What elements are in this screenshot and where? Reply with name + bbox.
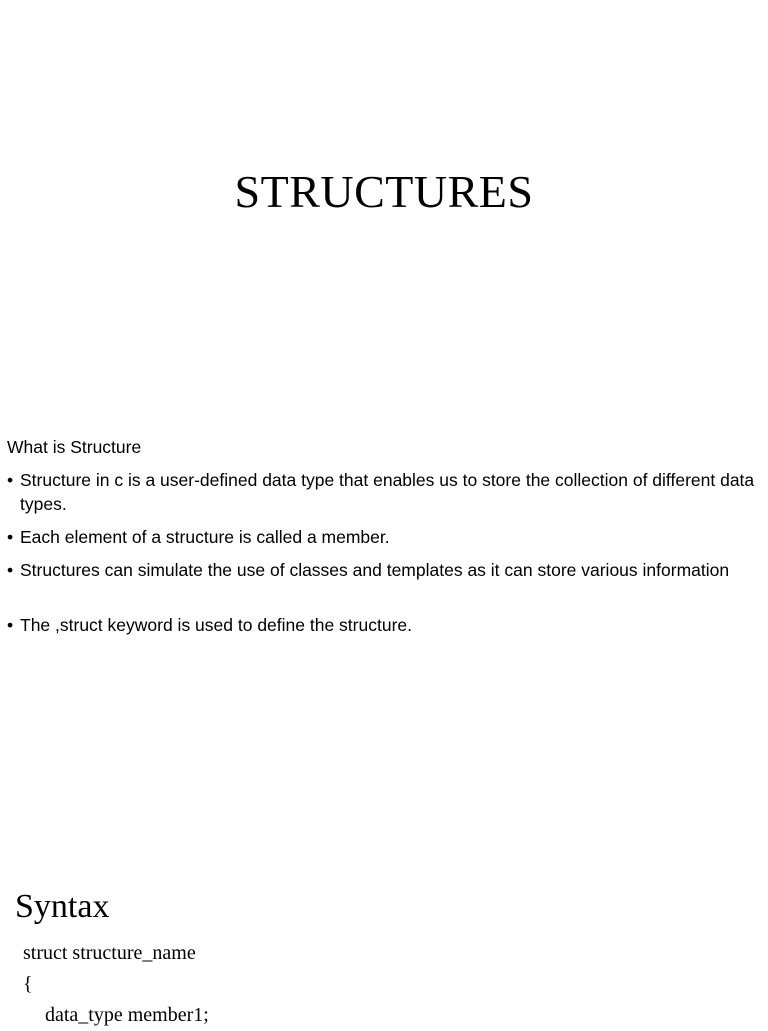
syntax-title: Syntax [15, 888, 110, 925]
bullet-item: • Structure in c is a user-defined data type that enables us to store the collection of different data types. [7, 468, 762, 516]
intro-heading: What is Structure [7, 437, 142, 457]
bullet-item: • Each element of a structure is called a member. [7, 525, 762, 549]
code-line: data_type member1; [45, 1004, 209, 1026]
code-line: struct structure_name [23, 942, 196, 964]
structure-intro [7, 435, 762, 646]
bullet-item: • The ,struct keyword is used to define the structure. [7, 613, 762, 637]
syntax-code [23, 938, 209, 1031]
slide-title: STRUCTURES [234, 166, 534, 217]
bullet-list [7, 468, 762, 637]
code-line: { [23, 973, 33, 995]
bullet-item: • Structures can simulate the use of classes and templates as it can store various information [7, 558, 762, 582]
